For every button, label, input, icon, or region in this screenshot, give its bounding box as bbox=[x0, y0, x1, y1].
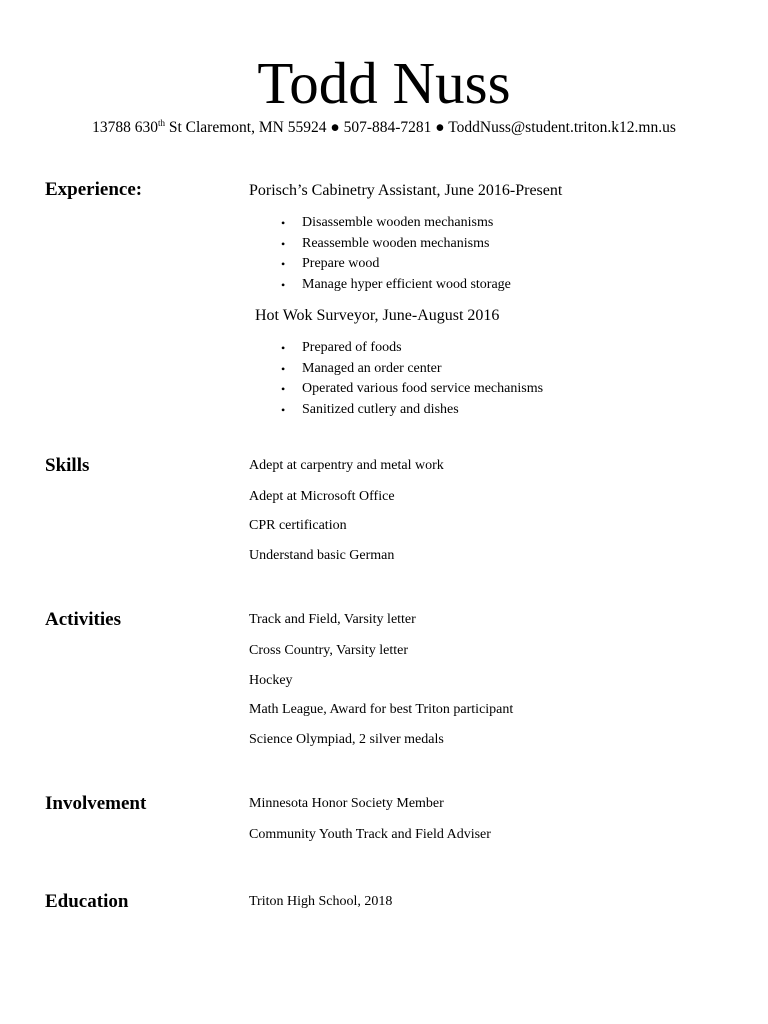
list-item: • Disassemble wooden mechanisms bbox=[281, 213, 511, 234]
phone-number: 507-884-7281 bbox=[343, 119, 432, 136]
bullet-icon: • bbox=[281, 382, 286, 396]
involvement-item: Community Youth Track and Field Adviser bbox=[249, 827, 491, 842]
activity-item: Hockey bbox=[249, 673, 293, 688]
activity-item: Math League, Award for best Triton participant bbox=[249, 702, 514, 717]
job-title: Porisch’s Cabinetry Assistant, June 2016-Present bbox=[249, 182, 563, 199]
contact-line bbox=[0, 118, 768, 138]
skills-heading: Skills bbox=[45, 455, 90, 476]
involvement-heading: Involvement bbox=[45, 793, 147, 814]
experience-heading: Experience: bbox=[45, 179, 143, 200]
involvement-item: Minnesota Honor Society Member bbox=[249, 796, 444, 811]
bullet-icon: • bbox=[281, 361, 286, 376]
activity-item: Science Olympiad, 2 silver medals bbox=[249, 732, 444, 747]
separator-dot: ● bbox=[435, 119, 445, 136]
bullet-icon: • bbox=[281, 257, 286, 271]
list-item: • Managed an order center bbox=[281, 359, 543, 380]
list-item: • Prepared of foods bbox=[281, 338, 543, 359]
bullet-icon: • bbox=[281, 277, 286, 292]
activity-item: Cross Country, Varsity letter bbox=[249, 643, 409, 658]
job-duties-list bbox=[281, 338, 543, 420]
education-item: Triton High School, 2018 bbox=[249, 894, 393, 909]
address-rest: St Claremont, MN 55924 bbox=[164, 119, 327, 136]
list-item: • Reassemble wooden mechanisms bbox=[281, 234, 511, 255]
education-heading: Education bbox=[45, 891, 129, 912]
activity-item: Track and Field, Varsity letter bbox=[249, 612, 416, 627]
list-item: • Sanitized cutlery and dishes bbox=[281, 400, 543, 421]
list-item: • Manage hyper efficient wood storage bbox=[281, 275, 511, 296]
email-address: ToddNuss@student.triton.k12.mn.us bbox=[448, 119, 676, 136]
bullet-icon: • bbox=[281, 236, 286, 251]
separator-dot: ● bbox=[330, 119, 340, 136]
list-item: • Prepare wood bbox=[281, 254, 511, 275]
bullet-icon: • bbox=[281, 402, 286, 417]
skill-item: Adept at carpentry and metal work bbox=[249, 458, 444, 473]
bullet-icon: • bbox=[281, 341, 286, 355]
job-title: Hot Wok Surveyor, June-August 2016 bbox=[255, 307, 500, 324]
list-item: • Operated various food service mechanisms bbox=[281, 379, 543, 400]
address-suffix: th bbox=[157, 118, 165, 128]
address-number: 13788 630 bbox=[92, 119, 158, 136]
job-duties-list bbox=[281, 213, 511, 295]
skill-item: Adept at Microsoft Office bbox=[249, 489, 395, 504]
skill-item: CPR certification bbox=[249, 518, 347, 533]
resume-name: Todd Nuss bbox=[257, 50, 511, 116]
bullet-icon: • bbox=[281, 216, 286, 230]
skill-item: Understand basic German bbox=[249, 548, 395, 563]
activities-heading: Activities bbox=[45, 609, 121, 630]
